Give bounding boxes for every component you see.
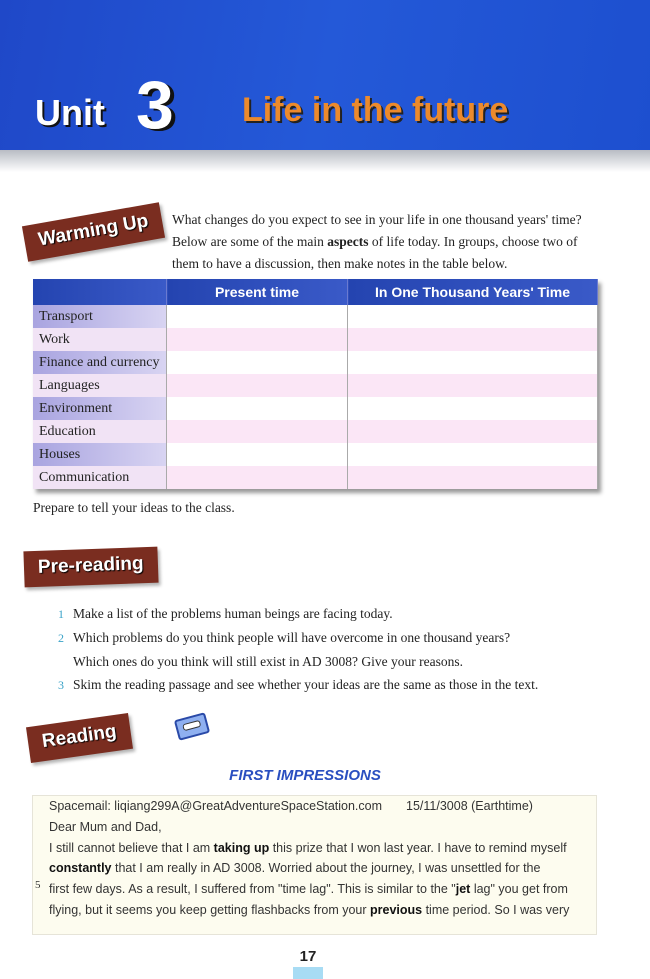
t: that I am really in AD 3008. Worried about the journey, I was unsettled for the bbox=[111, 861, 541, 876]
t: first few days. As a result, I suffered from "time lag". This is similar to the " bbox=[49, 882, 456, 897]
future-cell[interactable] bbox=[348, 466, 598, 489]
vocab-word: jet bbox=[455, 882, 471, 897]
letter-greeting: Dear Mum and Dad, bbox=[49, 819, 162, 834]
warming-up-tag: Warming Up bbox=[22, 202, 165, 262]
future-cell[interactable] bbox=[348, 305, 598, 328]
present-cell[interactable] bbox=[167, 466, 348, 489]
vocab-word: previous bbox=[370, 902, 423, 917]
unit-title: Life in the future bbox=[242, 91, 509, 129]
present-cell[interactable] bbox=[167, 443, 348, 466]
letter-line bbox=[49, 838, 588, 859]
t: flying, but it seems you keep getting flashbacks from your bbox=[49, 902, 370, 917]
future-cell[interactable] bbox=[348, 397, 598, 420]
spacemail-address: Spacemail: liqiang299A@GreatAdventureSpaceStation.com bbox=[49, 799, 383, 813]
item-text: Skim the reading passage and see whether your ideas are the same as those in the text. bbox=[73, 677, 539, 692]
present-cell[interactable] bbox=[167, 397, 348, 420]
unit-number: 3 bbox=[136, 67, 174, 143]
intro-line: them to have a discussion, then make notes in the table below. bbox=[172, 256, 508, 271]
vocab-word: constantly bbox=[49, 861, 112, 876]
page-number-bar bbox=[293, 967, 323, 979]
t: lag" you get from bbox=[470, 882, 568, 897]
item-text: Make a list of the problems human beings are facing today. bbox=[73, 606, 393, 621]
col-header-present: Present time bbox=[167, 279, 348, 305]
present-cell[interactable] bbox=[167, 374, 348, 397]
list-item bbox=[58, 602, 618, 626]
future-cell[interactable] bbox=[348, 328, 598, 351]
row-label: Transport bbox=[33, 305, 167, 328]
unit-label: Unit bbox=[35, 92, 105, 133]
table-row bbox=[33, 328, 598, 351]
table-row bbox=[33, 397, 598, 420]
table-row bbox=[33, 443, 598, 466]
item-number: 1 bbox=[58, 607, 64, 621]
table-row bbox=[33, 305, 598, 328]
present-cell[interactable] bbox=[167, 328, 348, 351]
col-header-aspect bbox=[33, 279, 167, 305]
row-label: Work bbox=[33, 328, 167, 351]
pre-reading-tag: Pre-reading bbox=[23, 547, 158, 588]
reading-passage bbox=[32, 795, 597, 935]
table-row bbox=[33, 420, 598, 443]
cassette-tape-icon[interactable] bbox=[174, 712, 210, 741]
col-header-future: In One Thousand Years' Time bbox=[348, 279, 598, 305]
reading-tag: Reading bbox=[26, 713, 133, 763]
letter-line bbox=[49, 796, 588, 817]
row-label: Education bbox=[33, 420, 167, 443]
row-label: Communication bbox=[33, 466, 167, 489]
header-shadow bbox=[0, 150, 650, 172]
warming-up-intro bbox=[172, 209, 622, 275]
list-item bbox=[58, 626, 618, 673]
item-text: Which problems do you think people will have overcome in one thousand years? bbox=[73, 630, 511, 645]
prepare-text: Prepare to tell your ideas to the class. bbox=[33, 500, 235, 515]
line-number: 5 bbox=[35, 879, 41, 892]
letter-line bbox=[49, 900, 588, 921]
row-label: Finance and currency bbox=[33, 351, 167, 374]
list-item bbox=[58, 673, 618, 697]
pre-reading-list bbox=[58, 602, 618, 697]
intro-line: What changes do you expect to see in your life in one thousand years' time? bbox=[172, 212, 582, 227]
item-text: Which ones do you think will still exist in AD 3008? Give your reasons. bbox=[73, 654, 463, 669]
future-cell[interactable] bbox=[348, 374, 598, 397]
intro-text: Below are some of the main bbox=[172, 234, 328, 249]
intro-keyword: aspects bbox=[327, 234, 369, 249]
item-number: 3 bbox=[58, 678, 64, 692]
vocab-word: taking up bbox=[213, 840, 270, 855]
intro-text: of life today. In groups, choose two of bbox=[368, 234, 578, 249]
table-row bbox=[33, 374, 598, 397]
row-label: Languages bbox=[33, 374, 167, 397]
intro-line bbox=[172, 231, 622, 253]
item-number: 2 bbox=[58, 631, 64, 645]
row-label: Houses bbox=[33, 443, 167, 466]
letter-date: 15/11/3008 (Earthtime) bbox=[406, 799, 533, 813]
letter-line bbox=[49, 858, 588, 879]
reading-title: FIRST IMPRESSIONS bbox=[229, 767, 381, 784]
future-cell[interactable] bbox=[348, 420, 598, 443]
t: time period. So I was very bbox=[422, 902, 570, 917]
t: this prize that I won last year. I have to remind myself bbox=[269, 840, 567, 855]
row-label: Environment bbox=[33, 397, 167, 420]
notes-table bbox=[33, 279, 598, 489]
letter-line bbox=[35, 879, 588, 900]
table-row bbox=[33, 351, 598, 374]
present-cell[interactable] bbox=[167, 305, 348, 328]
table-row bbox=[33, 466, 598, 489]
t: I still cannot believe that I am bbox=[49, 840, 214, 855]
page-number: 17 bbox=[299, 948, 317, 965]
future-cell[interactable] bbox=[348, 351, 598, 374]
present-cell[interactable] bbox=[167, 351, 348, 374]
present-cell[interactable] bbox=[167, 420, 348, 443]
future-cell[interactable] bbox=[348, 443, 598, 466]
